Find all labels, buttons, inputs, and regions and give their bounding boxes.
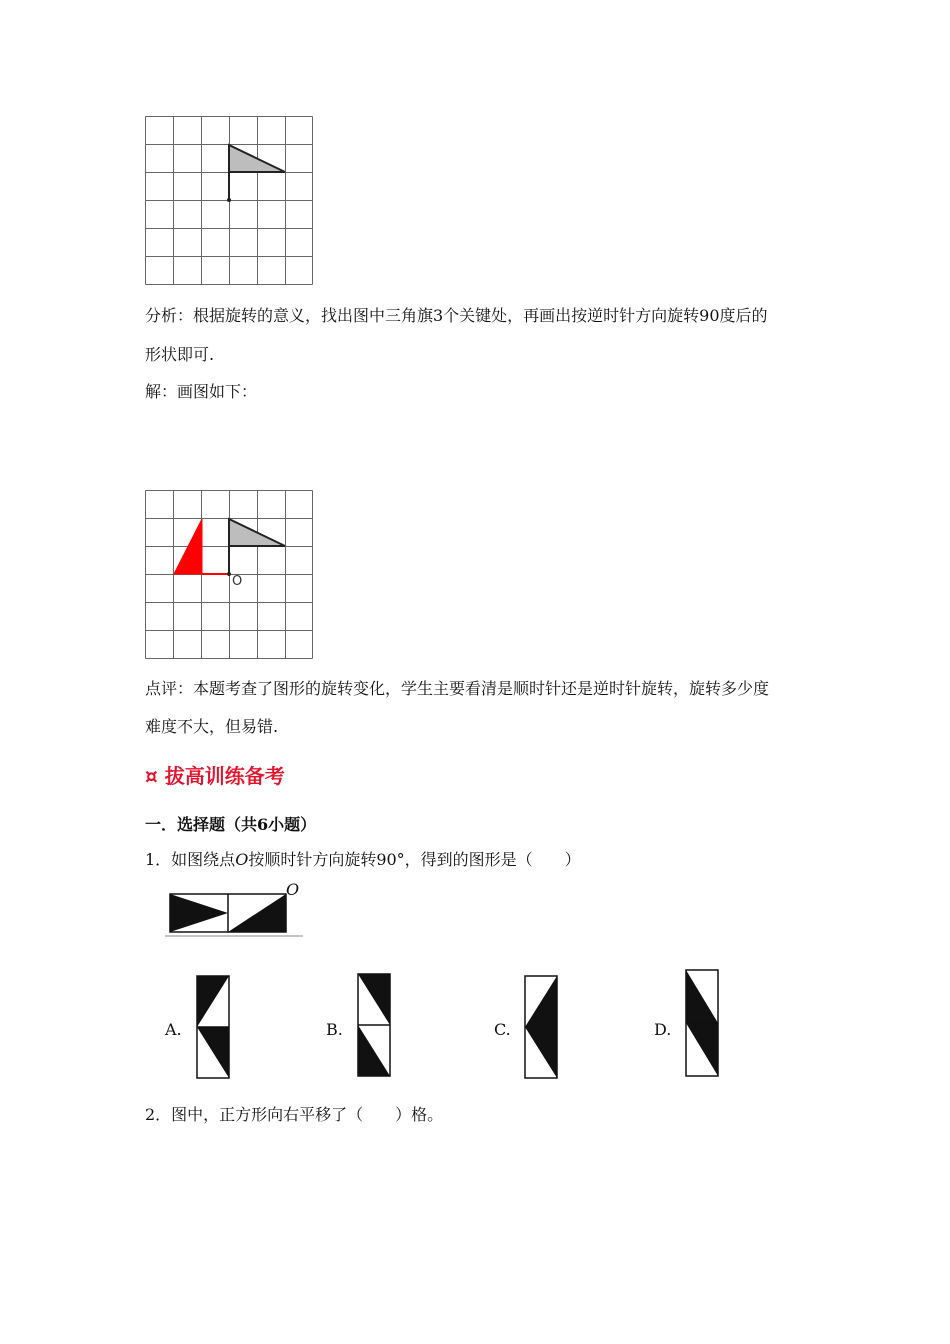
comment-line-1: 点评：本题考查了图形的旋转变化，学生主要看清是顺时针还是逆时针旋转，旋转多少度 <box>145 679 770 698</box>
question-1-text: 1．如图绕点O按顺时针方向旋转90°，得到的图形是（ ） <box>145 850 581 869</box>
option-a-label: A. <box>165 1020 182 1039</box>
option-d-figure[interactable] <box>682 966 722 1080</box>
section-title <box>145 760 285 789</box>
original-flag-figure <box>145 116 313 286</box>
point-o: O <box>235 850 249 869</box>
comment-line-2: 难度不大，但易错. <box>145 717 279 736</box>
option-c-label: C. <box>494 1020 511 1039</box>
section-title-text: 拔高训练备考 <box>164 764 285 788</box>
question-2-text: 2．图中，正方形向右平移了（ ）格。 <box>145 1105 444 1124</box>
option-d-label: D. <box>654 1020 672 1039</box>
option-b-label: B. <box>326 1020 343 1039</box>
question-1-point-o: O <box>286 880 300 899</box>
option-a-figure[interactable] <box>193 972 233 1082</box>
point-o-label: O <box>232 574 243 589</box>
section-marker: ¤ <box>145 764 158 788</box>
analysis-line-2: 形状即可. <box>145 345 215 364</box>
question-1-figure <box>165 880 305 940</box>
solution-flag-figure <box>145 490 313 660</box>
analysis-line-1: 分析：根据旋转的意义，找出图中三角旗3个关键处，再画出按逆时针方向旋转90度后的 <box>145 306 768 325</box>
solution-text: 解：画图如下： <box>145 382 258 401</box>
option-c-figure[interactable] <box>521 972 561 1082</box>
option-b-figure[interactable] <box>354 970 394 1080</box>
part1-heading: 一．选择题（共6小题） <box>145 815 317 834</box>
